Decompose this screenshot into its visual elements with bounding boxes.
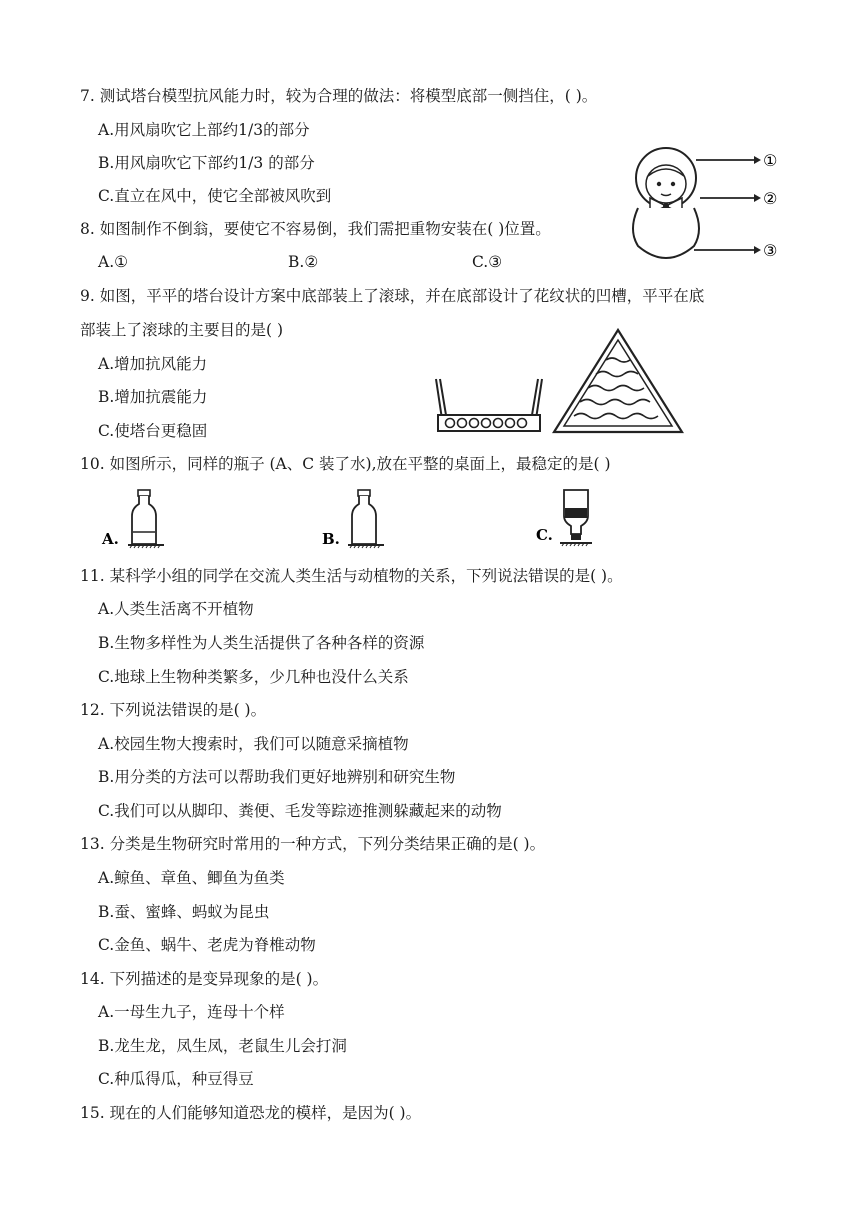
question-12-stem: 12. 下列说法错误的是( )。	[80, 701, 267, 719]
question-8-option-b: B.②	[288, 253, 319, 271]
question-8-option-c: C.③	[472, 253, 503, 271]
question-13-option-c: C.金鱼、蜗牛、老虎为脊椎动物	[98, 936, 316, 954]
question-9-stem: 9. 如图，平平的塔台设计方案中底部装上了滚球，并在底部设计了花纹状的凹槽，平平在底	[80, 287, 705, 305]
bottle-c-label: C.	[536, 526, 553, 544]
question-8-stem: 8. 如图制作不倒翁，要使它不容易倒，我们需把重物安装在( )位置。	[80, 220, 551, 238]
question-14-option-b: B.龙生龙，凤生凤，老鼠生儿会打洞	[98, 1037, 347, 1055]
doll-label-2: ②	[763, 189, 778, 208]
question-14-stem: 14. 下列描述的是变异现象的是( )。	[80, 970, 329, 988]
bottle-a-label: A.	[102, 530, 119, 548]
question-7-stem: 7. 测试塔台模型抗风能力时，较为合理的做法：将模型底部一侧挡住，( )。	[80, 87, 598, 105]
question-9-option-b: B.增加抗震能力	[98, 388, 208, 406]
question-14-option-a: A.一母生九子，连母十个样	[98, 1003, 285, 1021]
doll-label-1: ①	[763, 151, 778, 170]
question-10-stem: 10. 如图所示，同样的瓶子 (A、C 装了水),放在平整的桌面上，最稳定的是( )	[80, 455, 611, 473]
question-9-option-a: A.增加抗风能力	[98, 355, 208, 373]
question-9-option-c: C.使塔台更稳固	[98, 422, 208, 440]
question-12-option-b: B.用分类的方法可以帮助我们更好地辨别和研究生物	[98, 768, 456, 786]
question-13-option-a: A.鲸鱼、章鱼、鲫鱼为鱼类	[98, 869, 285, 887]
doll-label-3: ③	[763, 241, 778, 260]
question-7-option-a: A.用风扇吹它上部约1/3的部分	[98, 121, 310, 139]
question-7-option-c: C.直立在风中，使它全部被风吹到	[98, 187, 332, 205]
question-13-option-b: B.蚕、蜜蜂、蚂蚁为昆虫	[98, 903, 270, 921]
question-11-stem: 11. 某科学小组的同学在交流人类生活与动植物的关系，下列说法错误的是( )。	[80, 567, 623, 585]
tower-base-groove-triangle-figure	[552, 328, 684, 436]
tower-base-balls-figure	[434, 375, 544, 435]
bottle-c-figure	[530, 486, 610, 550]
bottle-b-label: B.	[322, 530, 340, 548]
question-13-stem: 13. 分类是生物研究时常用的一种方式，下列分类结果正确的是( )。	[80, 835, 546, 853]
bottle-a-figure	[100, 488, 180, 552]
question-9-stem-continued: 部装上了滚球的主要目的是( )	[80, 321, 284, 339]
question-15-stem: 15. 现在的人们能够知道恐龙的模样，是因为( )。	[80, 1104, 422, 1122]
question-14-option-c: C.种瓜得瓜，种豆得豆	[98, 1070, 254, 1088]
tumbler-doll-figure	[624, 140, 784, 270]
question-11-option-a: A.人类生活离不开植物	[98, 600, 254, 618]
bottle-b-figure	[318, 488, 398, 552]
question-7-option-b: B.用风扇吹它下部约1/3 的部分	[98, 154, 315, 172]
question-8-option-a: A.①	[98, 253, 129, 271]
question-11-option-c: C.地球上生物种类繁多，少几种也没什么关系	[98, 668, 409, 686]
question-12-option-c: C.我们可以从脚印、粪便、毛发等踪迹推测躲藏起来的动物	[98, 802, 502, 820]
question-12-option-a: A.校园生物大搜索时，我们可以随意采摘植物	[98, 735, 409, 753]
question-11-option-b: B.生物多样性为人类生活提供了各种各样的资源	[98, 634, 425, 652]
